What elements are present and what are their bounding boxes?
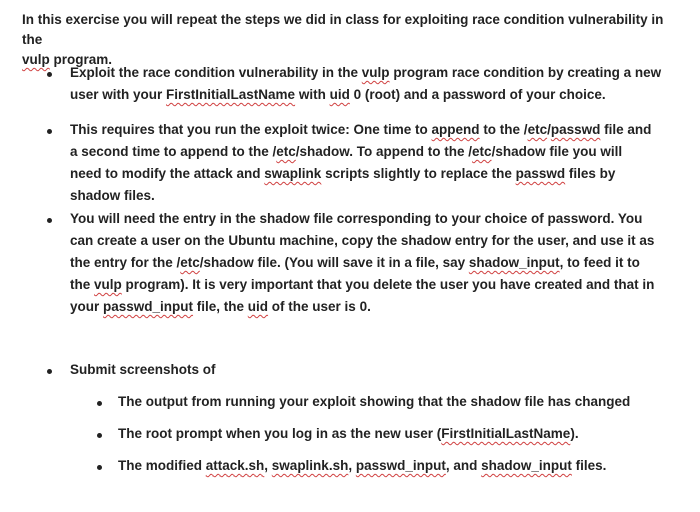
sub-bullet-text: The root prompt when you log in as the new user ( <box>118 426 442 441</box>
sub-bullet-text: ). <box>570 426 579 441</box>
bullet-text: file, the <box>193 299 248 314</box>
bullet-text: /shadow file you will need to modify the attack and <box>70 144 623 181</box>
sub-bullet-word: swaplink.sh <box>271 458 349 473</box>
bullet-text: files by shadow files. <box>70 166 616 203</box>
bullet-word: etc <box>472 144 492 159</box>
bullet-text: to the / <box>479 122 528 137</box>
bullet-dot <box>47 218 52 223</box>
bullet-word: passwd <box>550 122 601 137</box>
bullet-item-exploit <box>70 62 670 106</box>
bullet-text: , to feed it to the <box>70 255 640 292</box>
sub-bullet-word: passwd_input <box>355 458 446 473</box>
bullet-word: passwd <box>515 166 566 181</box>
bullet-text: 0 (root) and a password of your choice. <box>349 87 606 102</box>
sub-bullet-item-output <box>118 391 678 413</box>
sub-bullet-item-modified-files <box>118 455 678 477</box>
bullet-word: vulp <box>94 277 122 292</box>
bullet-text: program). It is very important that you delete the user you have created and that in your <box>70 277 655 314</box>
bullet-text: file and a second time to append to the / <box>70 122 652 159</box>
bullet-word: vulp <box>361 65 390 80</box>
bullet-text: program race condition by creating a new user with your <box>70 65 662 102</box>
bullet-text: Exploit the race condition vulnerability in the <box>70 65 362 80</box>
bullet-text: /shadow. To append to the / <box>295 144 473 159</box>
bullet-word: uid <box>329 87 350 102</box>
bullet-text: of the user is 0. <box>268 299 371 314</box>
sub-bullet-dot <box>97 401 102 406</box>
bullet-text: / <box>547 122 551 137</box>
sub-bullet-dot <box>97 465 102 470</box>
intro-word-vulp: vulp <box>22 52 50 67</box>
bullet-item-submit <box>70 359 660 381</box>
bullet-word: passwd_input <box>103 299 194 314</box>
bullet-word: shadow_input <box>468 255 560 270</box>
sub-bullet-text: , <box>264 458 272 473</box>
sub-bullet-word: FirstInitialLastName <box>441 426 571 441</box>
bullet-word: FirstInitialLastName <box>166 87 296 102</box>
intro-line2-rest: program. <box>49 52 113 67</box>
bullet-word: swaplink <box>264 166 322 181</box>
bullet-word: etc <box>527 122 548 137</box>
bullet-dot <box>47 369 52 374</box>
bullet-text: This requires that you run the exploit twice: One time to <box>70 122 432 137</box>
bullet-item-shadow-entry <box>70 208 660 318</box>
sub-bullet-word: attack.sh <box>205 458 265 473</box>
bullet-text: Submit screenshots of <box>70 362 216 377</box>
sub-bullet-dot <box>97 433 102 438</box>
sub-bullet-word: shadow_input <box>481 458 572 473</box>
sub-bullet-item-root-prompt <box>118 423 678 445</box>
bullet-word: append <box>431 122 480 137</box>
intro-line1: In this exercise you will repeat the steps we did in class for exploiting race condition vulnerability in the <box>22 12 664 47</box>
sub-bullet-text: files. <box>571 458 607 473</box>
bullet-text: scripts slightly to replace the <box>321 166 516 181</box>
bullet-word: etc <box>180 255 200 270</box>
bullet-item-run-twice <box>70 119 655 207</box>
sub-bullet-text: , and <box>445 458 482 473</box>
bullet-text: You will need the entry in the shadow file corresponding to your choice of password. You can create a user on the Ubuntu machine, copy the shadow entry for the user, and use it as the entry for the / <box>70 211 655 270</box>
bullet-dot <box>47 129 52 134</box>
sub-bullet-text: The output from running your exploit showing that the shadow file has changed <box>118 394 631 409</box>
bullet-word: etc <box>276 144 296 159</box>
sub-bullet-text: The modified <box>118 458 206 473</box>
bullet-text: with <box>295 87 330 102</box>
bullet-word: uid <box>247 299 269 314</box>
intro-paragraph <box>22 10 672 70</box>
sub-bullet-text: , <box>348 458 356 473</box>
bullet-dot <box>47 72 52 77</box>
bullet-text: /shadow file. (You will save it in a file, say <box>199 255 469 270</box>
